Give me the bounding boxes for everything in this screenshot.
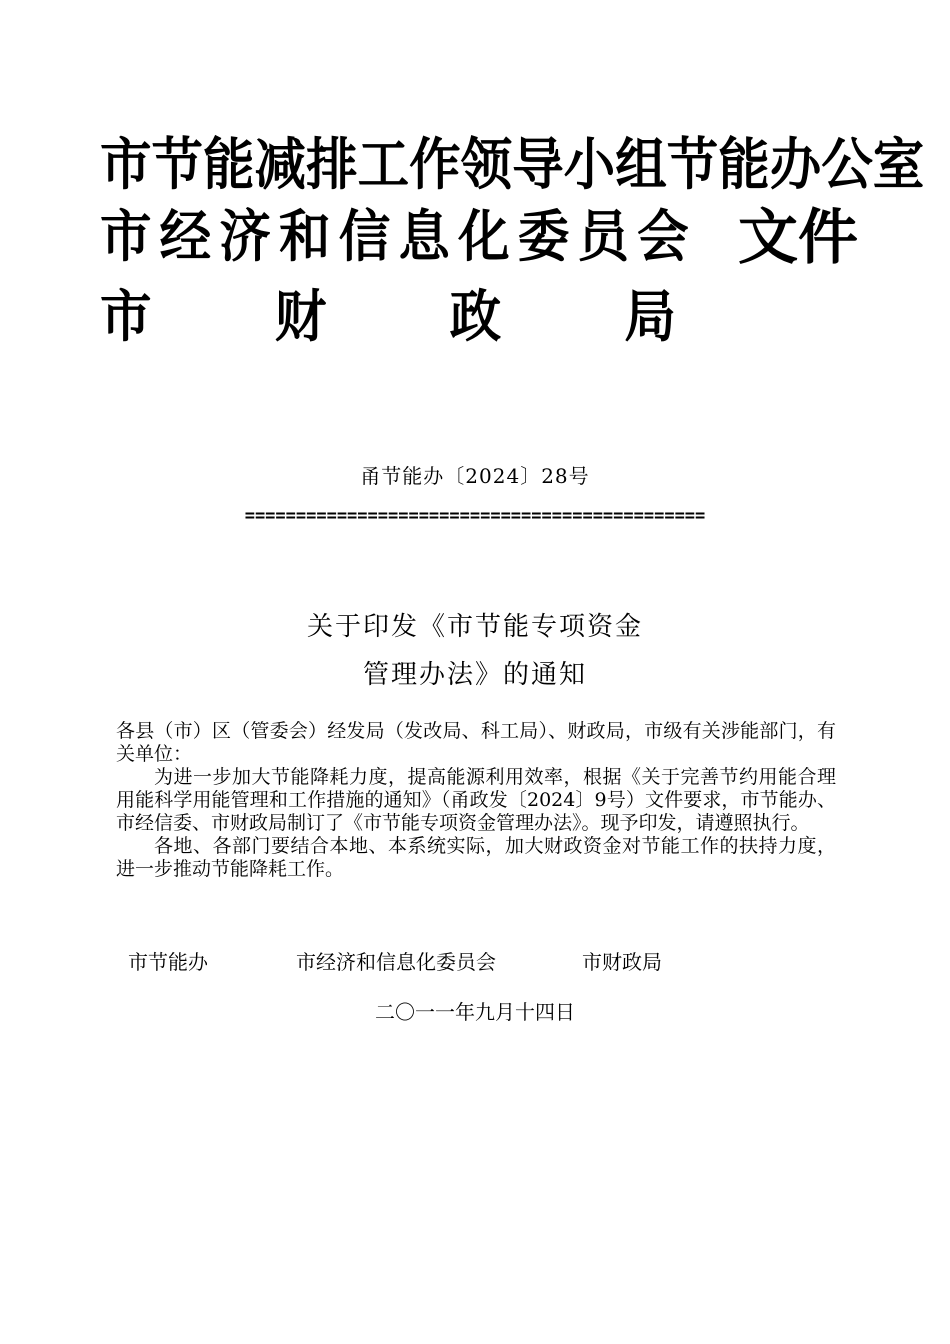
signer: 市财政局 — [582, 950, 662, 974]
notice-title-line-1: 关于印发《市节能专项资金 — [306, 612, 643, 642]
issuer-char: 济 — [219, 205, 271, 270]
issuer-char: 委 — [517, 205, 570, 270]
issuer-char: 政 — [449, 285, 502, 350]
issuer-line-1: 市节能减排工作领导小组节能办公室 — [100, 133, 925, 198]
notice-body — [116, 720, 836, 881]
issuer-char: 经 — [159, 205, 212, 270]
issuer-char: 信 — [338, 205, 391, 270]
issuer-line-2 — [100, 206, 689, 270]
document-suffix: 文件 — [738, 203, 858, 273]
separator-line: ============================================= — [244, 506, 706, 526]
issuer-char: 会 — [637, 205, 689, 270]
notice-title-line-2: 管理办法》的通知 — [362, 660, 587, 690]
signer: 市节能办 — [128, 950, 208, 974]
issuer-char: 市 — [100, 285, 152, 350]
issuer-char: 化 — [458, 205, 510, 270]
body-paragraph: 各地、各部门要结合本地、本系统实际，加大财政资金对节能工作的扶持力度，进一步推动节能降耗工作。 — [116, 835, 836, 880]
signer: 市经济和信息化委员会 — [296, 950, 496, 974]
issuer-char: 和 — [279, 205, 331, 270]
issuer-char: 息 — [398, 205, 450, 270]
issuer-char: 市 — [100, 205, 152, 270]
addressee: 各县（市）区（管委会）经发局（发改局、科工局）、财政局，市级有关涉能部门，有关单位： — [116, 720, 836, 765]
issuer-char: 员 — [577, 205, 629, 270]
document-number: 甬节能办〔2024〕28号 — [360, 464, 590, 488]
issuer-line-3 — [100, 286, 676, 350]
body-paragraph: 为进一步加大节能降耗力度，提高能源利用效率，根据《关于完善节约用能合理用能科学用能管理和工作措施的通知》（甬政发〔2024〕9号）文件要求，市节能办、市经信委、市财政局制订了《市节能专项资金管理办法》。现予印发，请遵照执行。 — [116, 766, 836, 834]
issue-date: 二〇一一年九月十四日 — [375, 1000, 575, 1024]
issuer-char: 财 — [274, 285, 327, 350]
issuer-char: 局 — [624, 285, 676, 350]
